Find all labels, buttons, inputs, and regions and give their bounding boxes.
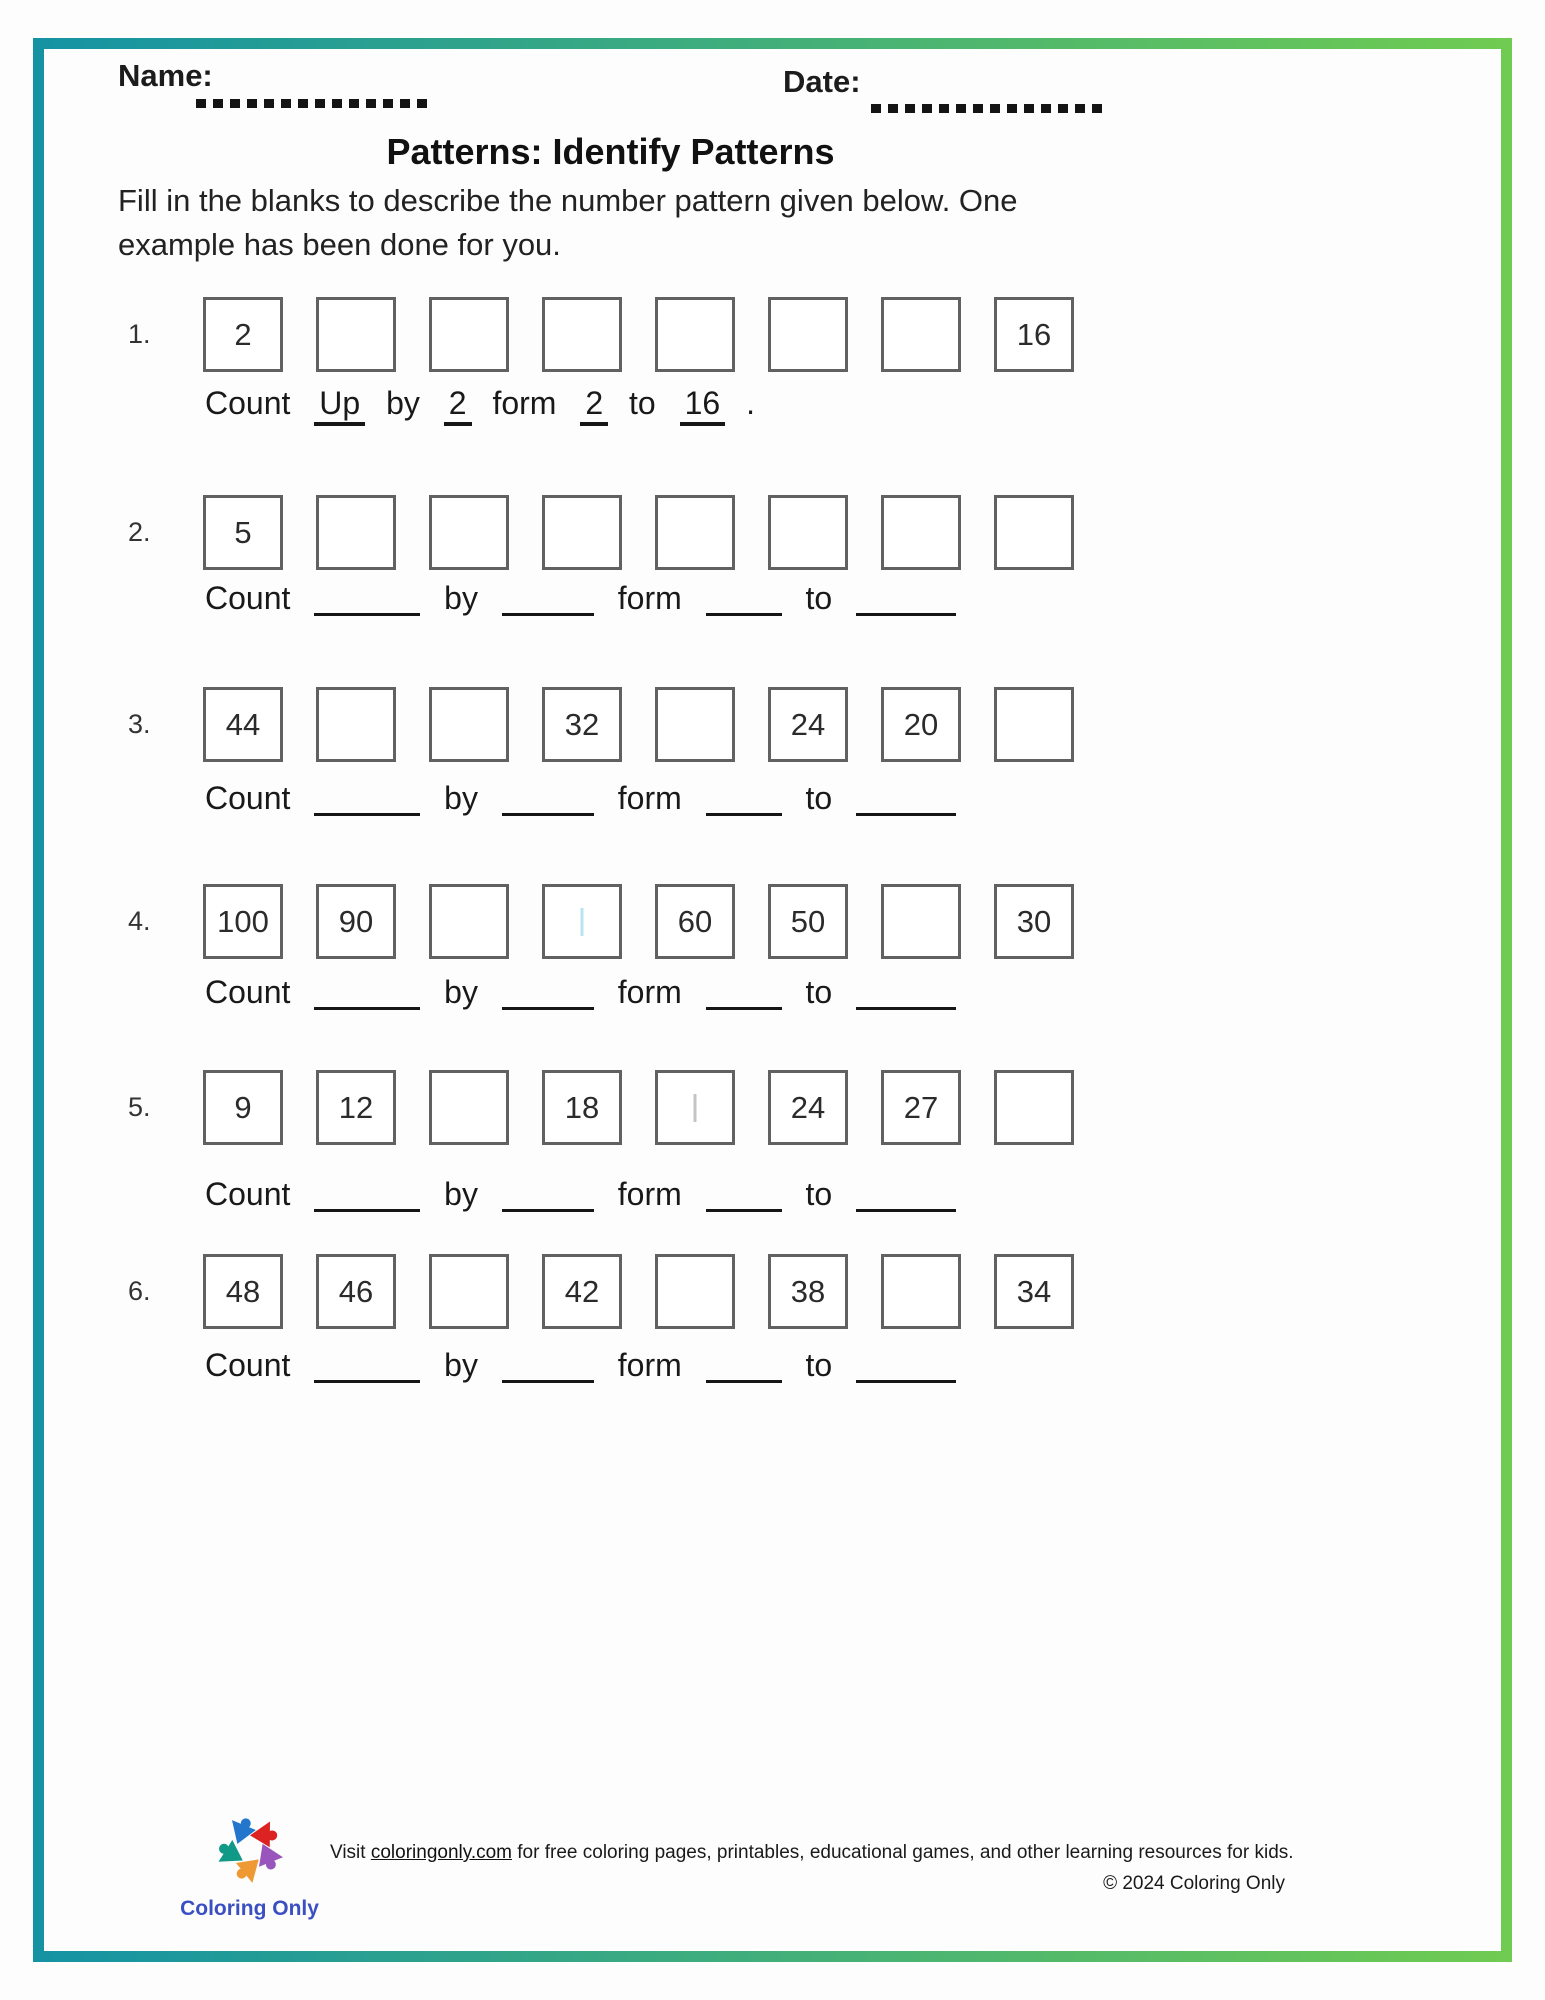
pattern-row-5 [128, 1070, 1074, 1145]
pattern-box[interactable] [994, 495, 1074, 570]
word-to: to [805, 780, 833, 816]
pattern-box: 16 [994, 297, 1074, 372]
word-form: form [617, 1347, 682, 1383]
answer-start: 2 [580, 385, 608, 426]
word-form: form [617, 1176, 682, 1212]
answer-blank[interactable] [502, 1350, 594, 1383]
word-form: form [617, 974, 682, 1010]
pattern-box: 32 [542, 687, 622, 762]
word-by: by [444, 1347, 478, 1383]
answer-blank[interactable] [502, 583, 594, 616]
word-count: Count [205, 1176, 291, 1212]
name-label: Name: [118, 58, 213, 93]
pattern-box: 9 [203, 1070, 283, 1145]
answer-blank[interactable] [706, 1350, 782, 1383]
word-count: Count [205, 580, 291, 616]
word-period: . [746, 385, 755, 421]
pattern-box: 42 [542, 1254, 622, 1329]
pattern-box: 24 [768, 687, 848, 762]
pattern-box: 44 [203, 687, 283, 762]
word-to: to [805, 1347, 833, 1383]
pattern-box[interactable] [542, 297, 622, 372]
pattern-box: 2 [203, 297, 283, 372]
answer-blank[interactable] [856, 1350, 956, 1383]
pattern-box: 48 [203, 1254, 283, 1329]
copyright-text: © 2024 Coloring Only [1103, 1873, 1285, 1894]
answer-blank[interactable] [856, 783, 956, 816]
date-write-line[interactable] [871, 104, 1103, 113]
answer-blank[interactable] [856, 583, 956, 616]
pattern-row-3 [128, 687, 1074, 762]
pattern-row-4 [128, 884, 1074, 959]
word-form: form [617, 580, 682, 616]
pattern-box: 90 [316, 884, 396, 959]
pattern-box: 12 [316, 1070, 396, 1145]
pattern-box: 38 [768, 1254, 848, 1329]
pattern-box[interactable] [768, 495, 848, 570]
word-to: to [805, 974, 833, 1010]
answer-blank[interactable] [502, 1179, 594, 1212]
word-count: Count [205, 974, 291, 1010]
answer-sentence [205, 780, 971, 817]
word-form: form [617, 780, 682, 816]
answer-sentence [205, 1176, 971, 1213]
pattern-box[interactable] [655, 1070, 735, 1145]
pattern-box[interactable] [429, 884, 509, 959]
row-number: 6. [128, 1276, 151, 1306]
pattern-box[interactable] [881, 1254, 961, 1329]
answer-blank[interactable] [502, 783, 594, 816]
page-title: Patterns: Identify Patterns [386, 131, 835, 172]
answer-sentence [205, 580, 971, 617]
pattern-box: 100 [203, 884, 283, 959]
word-count: Count [205, 385, 291, 421]
answer-blank[interactable] [314, 583, 420, 616]
coloring-only-logo [172, 1808, 327, 1921]
answer-blank[interactable] [706, 977, 782, 1010]
pattern-box[interactable] [655, 297, 735, 372]
pattern-box[interactable] [429, 687, 509, 762]
answer-blank[interactable] [314, 977, 420, 1010]
pattern-box: 27 [881, 1070, 961, 1145]
answer-blank[interactable] [706, 1179, 782, 1212]
word-to: to [629, 385, 656, 421]
visit-suffix: for free coloring pages, printables, educational games, and other learning resources for kids. [512, 1842, 1294, 1863]
pattern-box: 34 [994, 1254, 1074, 1329]
pattern-box[interactable] [542, 495, 622, 570]
pattern-box[interactable] [542, 884, 622, 959]
answer-step: 2 [444, 385, 472, 426]
answer-blank[interactable] [502, 977, 594, 1010]
word-count: Count [205, 780, 291, 816]
pattern-box: 46 [316, 1254, 396, 1329]
answer-sentence [205, 974, 971, 1011]
word-count: Count [205, 1347, 291, 1383]
word-form: form [492, 385, 557, 421]
pattern-box[interactable] [316, 687, 396, 762]
pattern-box[interactable] [994, 687, 1074, 762]
footer [330, 1842, 1294, 1895]
pattern-box[interactable] [429, 495, 509, 570]
row-number: 3. [128, 709, 151, 739]
pattern-box[interactable] [881, 495, 961, 570]
pattern-box[interactable] [881, 884, 961, 959]
pattern-box[interactable] [655, 1254, 735, 1329]
word-by: by [444, 974, 478, 1010]
pattern-box: 50 [768, 884, 848, 959]
word-by: by [444, 780, 478, 816]
pattern-box[interactable] [655, 687, 735, 762]
logo-star-people-icon [200, 1808, 300, 1890]
pattern-box[interactable] [316, 495, 396, 570]
pattern-box[interactable] [429, 1070, 509, 1145]
pattern-box: 30 [994, 884, 1074, 959]
answer-blank[interactable] [314, 1350, 420, 1383]
pattern-box[interactable] [768, 297, 848, 372]
pattern-row-1 [128, 297, 1074, 372]
word-by: by [444, 580, 478, 616]
pattern-box[interactable] [881, 297, 961, 372]
pattern-box[interactable] [316, 297, 396, 372]
pattern-box[interactable] [994, 1070, 1074, 1145]
pattern-box: 24 [768, 1070, 848, 1145]
row-number: 5. [128, 1092, 151, 1122]
answer-blank[interactable] [706, 783, 782, 816]
pattern-box: 60 [655, 884, 735, 959]
name-write-line[interactable] [196, 99, 428, 108]
pattern-box: 18 [542, 1070, 622, 1145]
answer-blank[interactable] [314, 783, 420, 816]
pattern-box: 5 [203, 495, 283, 570]
pattern-box[interactable] [655, 495, 735, 570]
answer-blank[interactable] [856, 1179, 956, 1212]
visit-prefix: Visit [330, 1842, 371, 1863]
row-number: 1. [128, 319, 151, 349]
pattern-row-2 [128, 495, 1074, 570]
pattern-row-6 [128, 1254, 1074, 1329]
word-to: to [805, 580, 833, 616]
row-number: 2. [128, 517, 151, 547]
instructions-text: Fill in the blanks to describe the number pattern given below. One example has been done for you. [118, 183, 1018, 263]
date-label: Date: [783, 64, 861, 99]
row-number: 4. [128, 906, 151, 936]
answer-blank[interactable] [706, 583, 782, 616]
answer-blank[interactable] [314, 1179, 420, 1212]
coloringonly-link[interactable]: coloringonly.com [370, 1842, 512, 1863]
answer-end: 16 [680, 385, 726, 426]
word-by: by [386, 385, 420, 421]
answer-direction: Up [314, 385, 365, 426]
answer-sentence [205, 1347, 971, 1384]
answer-sentence-example [205, 385, 770, 426]
word-to: to [805, 1176, 833, 1212]
pattern-box[interactable] [429, 297, 509, 372]
footer-visit-line [330, 1842, 1294, 1864]
pattern-box[interactable] [429, 1254, 509, 1329]
answer-blank[interactable] [856, 977, 956, 1010]
logo-text: Coloring Only [180, 1897, 319, 1920]
word-by: by [444, 1176, 478, 1212]
pattern-box: 20 [881, 687, 961, 762]
